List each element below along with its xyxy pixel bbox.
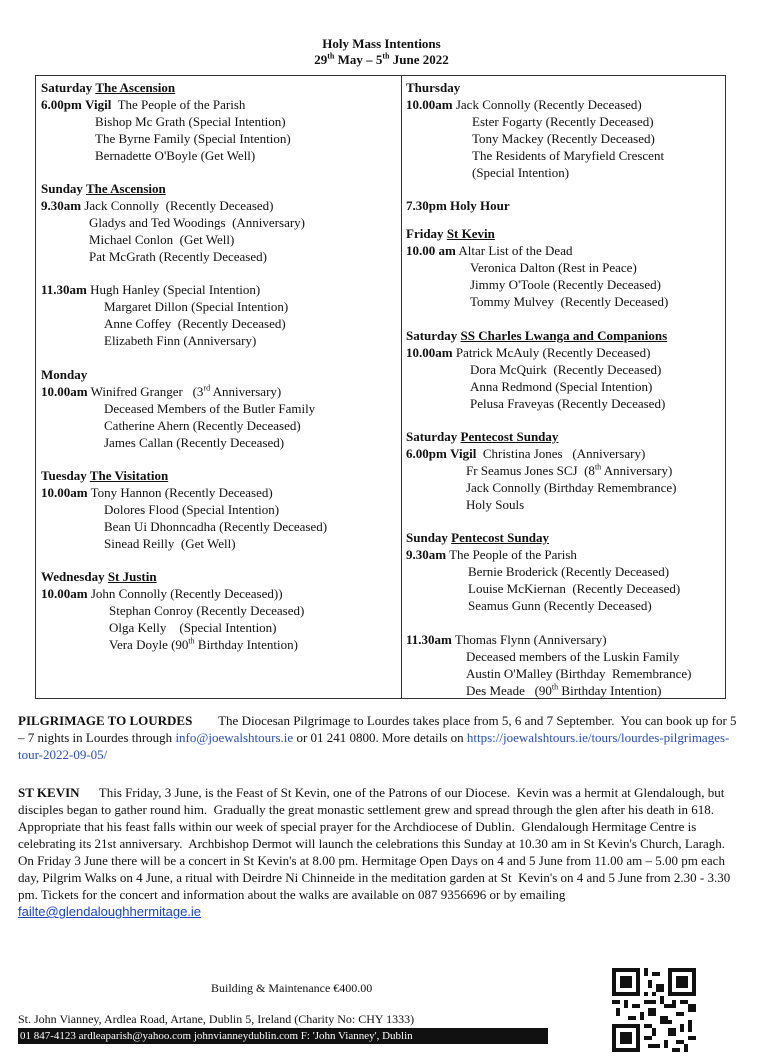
feast-name: St Justin [107,569,157,584]
intention-text: Vera Doyle (90 [109,637,189,652]
right-day-section [406,529,721,614]
day-heading [41,180,397,197]
intention-line [41,484,397,501]
right-column [401,76,725,698]
intention-line [41,636,397,653]
day-name: Thursday [406,80,461,95]
st-kevin-heading: ST KEVIN [18,785,80,800]
right-day-section [406,197,721,214]
intention-line [41,113,397,130]
intention-text: Michael Conlon (Get Well) [89,232,235,247]
intention-text: James Callan (Recently Deceased) [104,435,285,450]
intention-text: Jack Connolly (Recently Deceased) [455,97,642,112]
ordinal-suffix: th [551,682,559,692]
intention-line [406,682,721,699]
day-name: Saturday [406,328,461,343]
intention-text: Dora McQuirk (Recently Deceased) [470,362,662,377]
intention-line [406,580,721,597]
intention-text: Deceased members of the Luskin Family [466,649,680,664]
intention-line [406,147,721,164]
intention-text: Tommy Mulvey (Recently Deceased) [470,294,669,309]
intention-text: Des Meade (90 [466,683,552,698]
right-day-section [406,428,721,513]
mass-time: 6.00pm [41,97,82,112]
intention-line [406,130,721,147]
intention-line [406,462,721,479]
intention-text: The People of the Parish [449,547,577,562]
intention-line [41,147,397,164]
intention-text: Seamus Gunn (Recently Deceased) [468,598,652,613]
intention-text: The Byrne Family (Special Intention) [95,131,291,146]
day-heading [406,428,721,445]
intention-text: Ester Fogarty (Recently Deceased) [472,114,654,129]
vigil-label: Vigil [85,97,112,112]
intention-line [41,535,397,552]
contact-bar: 01 847-4123 ardleaparish@yahoo.com johnvianneydublin.com F: 'John Vianney', Dublin [18,1028,548,1044]
intention-text-tail: Birthday Intention) [194,637,298,652]
day-heading [406,79,721,96]
day-name: Saturday [406,429,461,444]
intention-text: Bernadette O'Boyle (Get Well) [95,148,256,163]
intention-text: Fr Seamus Jones SCJ (8 [466,463,595,478]
intention-line [406,361,721,378]
day-name: Wednesday [41,569,108,584]
intention-text: Bishop Mc Grath (Special Intention) [95,114,286,129]
ordinal-suffix: th [594,462,602,472]
pilgrimage-heading: PILGRIMAGE TO LOURDES [18,713,193,728]
right-day-section [406,631,721,699]
building-maintenance: Building & Maintenance €400.00 [211,981,373,995]
intention-line [41,619,397,636]
date-range [0,52,763,68]
intention-text: Altar List of the Dead [458,243,573,258]
day-heading [41,79,397,96]
feast-name: St Kevin [446,226,495,241]
st-kevin-notice [18,784,746,920]
mass-time: 9.30am [41,198,82,213]
intention-text: Dolores Flood (Special Intention) [104,502,280,517]
intention-line [41,96,397,113]
mass-time: 10.00am [406,345,453,360]
intention-line [41,332,397,349]
intention-line [406,597,721,614]
day-heading [41,467,397,484]
intention-text: Christina Jones (Anniversary) [482,446,646,461]
feast-name: Pentecost Sunday [451,530,550,545]
intention-text: Jack Connolly (Birthday Remembrance) [466,480,677,495]
intention-text-tail: Anniversary) [601,463,673,478]
intention-line [41,248,397,265]
glendalough-email-link[interactable]: failte@glendaloughhermitage.ie [18,904,202,919]
pilgrimage-url-link[interactable]: https://joewalshtours.ie/tours/lourdes-pilgrimages-tour-2022-09-05/ [18,730,730,762]
mass-time: 6.00pm [406,446,447,461]
intention-line [41,501,397,518]
day-name: Saturday [41,80,96,95]
intention-text: The People of the Parish [117,97,246,112]
right-day-section [406,79,721,181]
day-name: Sunday [41,181,86,196]
intention-line [41,518,397,535]
left-column [36,76,402,698]
intention-line [41,281,397,298]
intention-text: Pelusa Fraveyas (Recently Deceased) [470,396,666,411]
intention-text: Thomas Flynn (Anniversary) [454,632,607,647]
intention-line [406,113,721,130]
intention-text: Bernie Broderick (Recently Deceased) [468,564,670,579]
date-part: June 2022 [389,52,449,67]
intention-line [41,585,397,602]
intention-line [406,293,721,310]
intention-line [406,665,721,682]
intention-line [41,214,397,231]
intention-text: Sinead Reilly (Get Well) [104,536,236,551]
intention-line [41,400,397,417]
day-name: Sunday [406,530,452,545]
intention-line [406,395,721,412]
intention-line [41,197,397,214]
intention-text: (Special Intention) [472,165,570,180]
day-heading [406,197,721,214]
intention-line [406,496,721,513]
day-heading [41,366,397,383]
intention-text: The Residents of Maryfield Crescent [472,148,665,163]
date-sup: th [327,51,335,61]
mass-time: 10.00am [406,97,453,112]
intention-line [406,242,721,259]
intention-text: Veronica Dalton (Rest in Peace) [470,260,637,275]
intention-line [406,344,721,361]
ordinal-suffix: th [188,636,195,646]
intention-text: Tony Hannon (Recently Deceased) [90,485,273,500]
mass-time: 11.30am [406,632,452,647]
vigil-label: Vigil [450,446,477,461]
intention-text: Anna Redmond (Special Intention) [470,379,653,394]
left-day-section [41,281,397,349]
st-kevin-text: This Friday, 3 June, is the Feast of St Kevin, one of the Patrons of our Diocese. Kevin was a hermit at Glendalough, but disciples began to gather round him. Gradually the great monastic settlement grew and spread through the glen after his death in 618. Appropriate that his feast falls within our week of special prayer for the Archdiocese of Dublin. Glendalough Hermitage Centre is celebrating its 21st anniversary. Archbishop Dermot will launch the celebrations this Sunday at 10.30 am in St Kevin's Church, Laragh. On Friday 3 June there will be a concert in St Kevin's at 8.00 pm. Hermitage Open Days on 4 and 5 June from 11.00 am – 5.00 pm each day, Pilgrim Walks on 4 June, a ritual with Deirdre Ni Chinneide in the meditation garden at St Kevin's on 4 and 5 June from 2.30 - 3.30 pm. Tickets for the concert and information about the walks are available on 087 9356696 or by emailing [18,785,734,902]
intention-text: Patrick McAuly (Recently Deceased) [455,345,651,360]
left-day-section [41,79,397,164]
left-day-section [41,568,397,653]
pilgrimage-text-2: or 01 241 0800. More details on [293,730,467,745]
feast-name: SS Charles Lwanga and Companions [460,328,668,343]
intention-line [406,445,721,462]
mass-time: 11.30am [41,282,87,297]
intention-line [406,378,721,395]
feast-name: Pentecost Sunday [460,429,559,444]
intention-text: Catherine Ahern (Recently Deceased) [104,418,301,433]
intention-line [406,648,721,665]
title-line: Holy Mass Intentions [322,36,441,51]
feast-name: The Ascension [85,181,166,196]
pilgrimage-notice [18,712,746,763]
qr-code-icon [612,968,696,1052]
intention-line [41,315,397,332]
day-heading [41,568,397,585]
intention-text: Hugh Hanley (Special Intention) [90,282,261,297]
mass-time: 9.30am [406,547,447,562]
intention-line [406,164,721,181]
intention-text: Anne Coffey (Recently Deceased) [104,316,286,331]
mass-time: 10.00am [41,485,88,500]
intention-line [406,259,721,276]
mass-time: 10.00am [41,384,88,399]
intention-line [406,546,721,563]
day-heading [406,529,721,546]
day-heading [406,225,721,242]
mass-intentions-table [35,75,726,699]
intention-line [41,231,397,248]
intention-line [406,479,721,496]
intention-line [41,602,397,619]
date-part: 29 [314,52,328,67]
day-name: Friday [406,226,447,241]
intention-line [406,563,721,580]
intention-text: Jack Connolly (Recently Deceased) [84,198,274,213]
left-day-section [41,467,397,552]
intention-line [41,383,397,400]
feast-name: The Visitation [89,468,169,483]
mass-time: 10.00am [41,586,88,601]
pilgrimage-text: The Diocesan Pilgrimage to Lourdes takes place from 5, 6 and 7 September. You can book up for 5 – 7 nights in Lourdes through [18,713,740,745]
page-title [0,36,763,68]
intention-text: Louise McKiernan (Recently Deceased) [468,581,681,596]
day-heading [406,327,721,344]
feast-name: The Ascension [95,80,176,95]
intention-line [406,276,721,293]
intention-text: Deceased Members of the Butler Family [104,401,316,416]
intention-text: Pat McGrath (Recently Deceased) [89,249,267,264]
day-name: Tuesday [41,468,90,483]
intention-text-tail: Anniversary) [210,384,282,399]
ordinal-suffix: rd [203,383,211,393]
left-day-section [41,180,397,265]
intention-text: Gladys and Ted Woodings (Anniversary) [89,215,305,230]
intention-text-tail: Birthday Intention) [558,683,662,698]
intention-text: Stephan Conroy (Recently Deceased) [109,603,305,618]
intention-text: John Connolly (Recently Deceased)) [90,586,283,601]
intention-text: Holy Souls [466,497,525,512]
intention-line [406,96,721,113]
intention-text: Olga Kelly (Special Intention) [109,620,277,635]
intention-text: Elizabeth Finn (Anniversary) [104,333,257,348]
intention-line [41,298,397,315]
right-day-section [406,225,721,310]
intention-text: Tony Mackey (Recently Deceased) [472,131,655,146]
date-part: May – 5 [334,52,383,67]
date-sup: th [382,51,390,61]
intention-line [41,434,397,451]
intention-text: Jimmy O'Toole (Recently Deceased) [470,277,661,292]
intention-text: Winifred Granger (3 [90,384,204,399]
intention-text: Margaret Dillon (Special Intention) [104,299,289,314]
intention-text: Bean Ui Dhonncadha (Recently Deceased) [104,519,328,534]
intention-line [41,130,397,147]
intention-text: Austin O'Malley (Birthday Remembrance) [466,666,692,681]
left-day-section [41,366,397,451]
intention-line [41,417,397,434]
pilgrimage-email-link[interactable]: info@joewalshtours.ie [175,730,294,745]
right-day-section [406,327,721,412]
mass-time: 10.00 am [406,243,456,258]
intention-line [406,631,721,648]
day-name: 7.30pm Holy Hour [406,198,510,213]
parish-address: St. John Vianney, Ardlea Road, Artane, Dublin 5, Ireland (Charity No: CHY 1333) [18,1012,415,1026]
day-name: Monday [41,367,88,382]
